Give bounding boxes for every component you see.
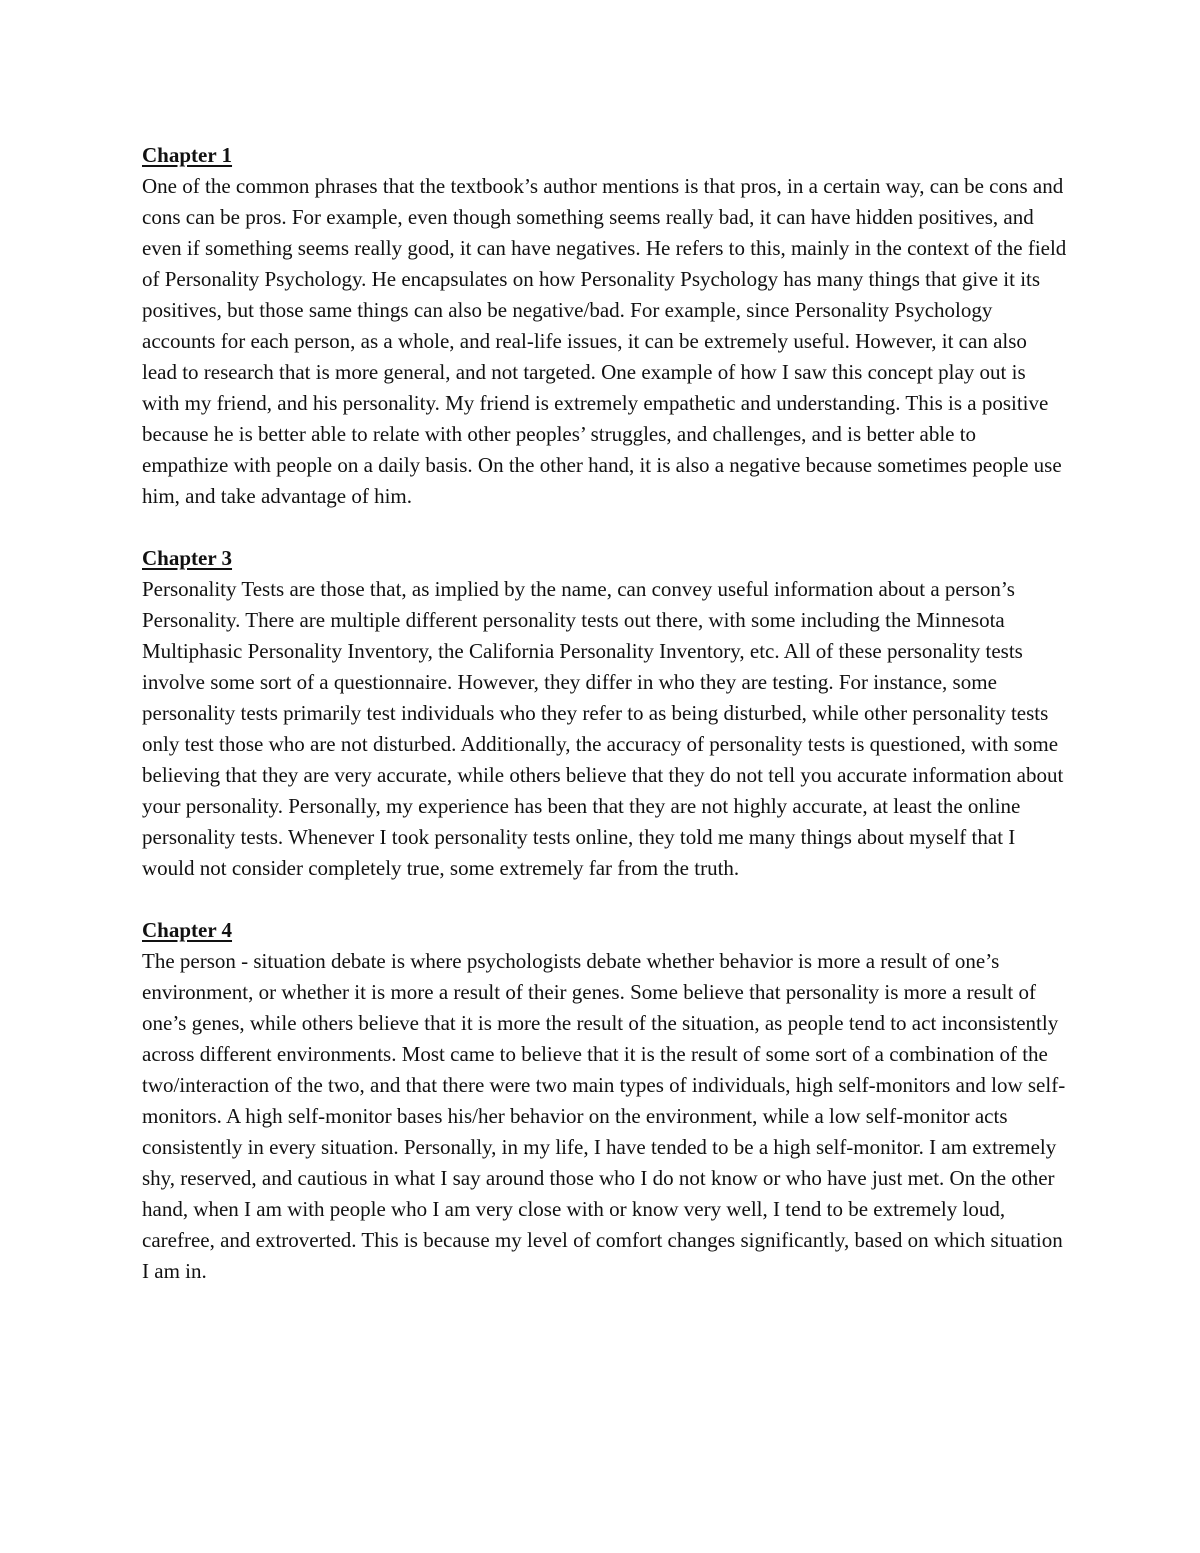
section-chapter-1: [142, 140, 1067, 512]
section-paragraph: The person - situation debate is where psychologists debate whether behavior is more a result of one’s environment, or whether it is more a result of their genes. Some believe that personality is more a result of one’s genes, while others believe that it is more the result of the situation, as people tend to act inconsistently across different environments. Most came to believe that it is the result of some sort of a combination of the two/interaction of the two, and that there were two main types of individuals, high self-monitors and low self-monitors. A high self-monitor bases his/her behavior on the environment, while a low self-monitor acts consistently in every situation. Personally, in my life, I have tended to be a high self-monitor. I am extremely shy, reserved, and cautious in what I say around those who I do not know or who have just met. On the other hand, when I am with people who I am very close with or know very well, I tend to be extremely loud, carefree, and extroverted. This is because my level of comfort changes significantly, based on which situation I am in.: [142, 949, 1066, 1283]
section-chapter-4: [142, 915, 1067, 1287]
section-paragraph: One of the common phrases that the textbook’s author mentions is that pros, in a certain way, can be cons and cons can be pros. For example, even though something seems really bad, it can have hidden positives, and even if something seems really good, it can have negatives. He refers to this, mainly in the context of the field of Personality Psychology. He encapsulates on how Personality Psychology has many things that give it its positives, but those same things can also be negative/bad. For example, since Personality Psychology accounts for each person, as a whole, and real-life issues, it can be extremely useful. However, it can also lead to research that is more general, and not targeted. One example of how I saw this concept play out is with my friend, and his personality. My friend is extremely empathetic and understanding. This is a positive because he is better able to relate with other peoples’ struggles, and challenges, and is better able to empathize with people on a daily basis. On the other hand, it is also a negative because sometimes people use him, and take advantage of him.: [142, 174, 1067, 508]
section-paragraph: Personality Tests are those that, as implied by the name, can convey useful information about a person’s Personality. There are multiple different personality tests out there, with some including the Minnesota Multiphasic Personality Inventory, the California Personality Inventory, etc. All of these personality tests involve some sort of a questionnaire. However, they differ in who they are testing. For instance, some personality tests primarily test individuals who they refer to as being disturbed, while other personality tests only test those who are not disturbed. Additionally, the accuracy of personality tests is questioned, with some believing that they are very accurate, while others believe that they do not tell you accurate information about your personality. Personally, my experience has been that they are not highly accurate, at least the online personality tests. Whenever I took personality tests online, they told me many things about myself that I would not consider completely true, some extremely far from the truth.: [142, 577, 1064, 880]
document-body: [142, 140, 1067, 1318]
section-heading: Chapter 3: [142, 546, 233, 570]
section-heading: Chapter 1: [142, 143, 233, 167]
section-heading: Chapter 4: [142, 918, 233, 942]
section-chapter-3: [142, 543, 1067, 884]
